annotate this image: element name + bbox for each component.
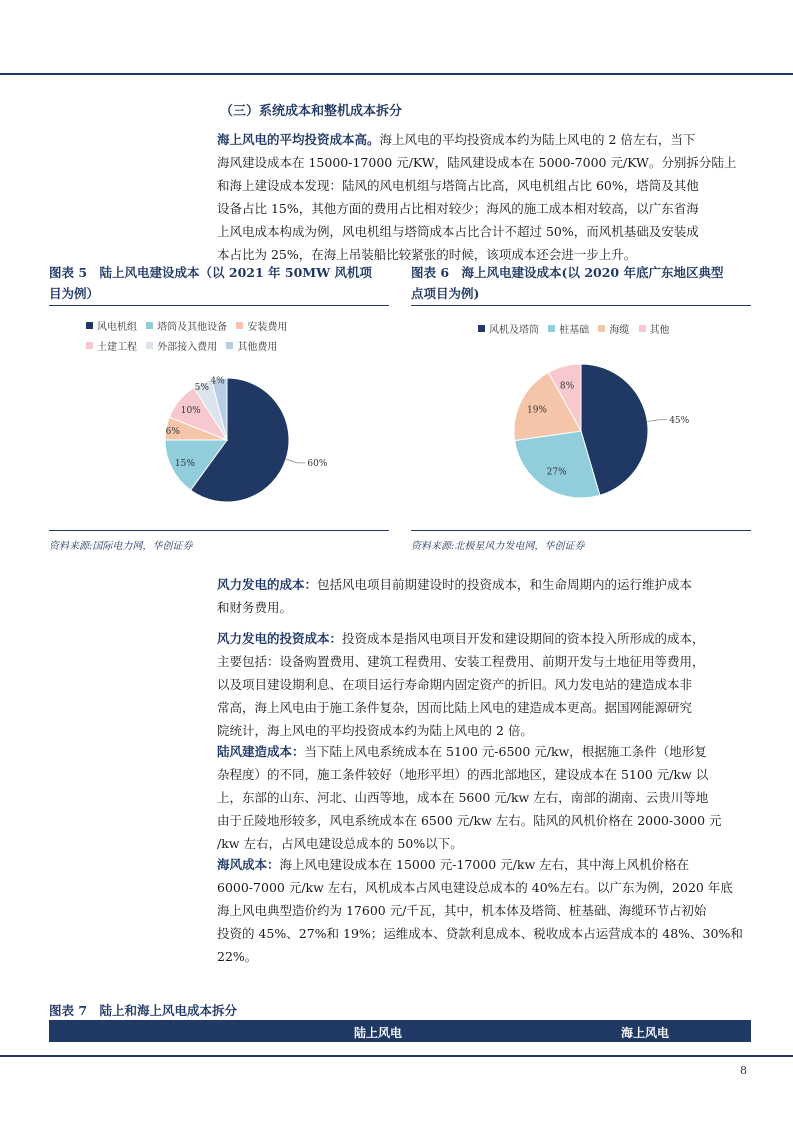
- paragraph-line: 由于丘陵地形较多，风电系统成本在 6500 元/kw 左右。陆风的风机价格在 2000-3000 元: [217, 813, 722, 828]
- legend-item: [598, 321, 629, 336]
- pie-leader-line-0: [286, 459, 305, 463]
- fig5-bottom-rule: [49, 530, 389, 531]
- legend-item: [639, 321, 670, 336]
- legend-swatch: [146, 342, 153, 349]
- intro-lead: 海上风电的平均投资成本高。: [217, 132, 380, 147]
- fig7-table-header: [49, 1020, 751, 1042]
- legend-label: 其他: [649, 325, 670, 336]
- intro-line: 本占比为 25%，在海上吊装船比较紧张的时候，该项成本还会进一步上升。: [217, 247, 637, 262]
- paragraph-line: 投资成本是指风电项目开发和建设期间的资本投入所形成的成本，: [342, 631, 705, 646]
- table-header-offshore: 海上风电: [621, 1026, 670, 1040]
- legend-item: [146, 338, 217, 353]
- fig5-legend: [86, 318, 386, 358]
- legend-label: 安装费用: [247, 322, 288, 333]
- paragraph-line: 当下陆上风电系统成本在 5100 元-6500 元/kw，根据施工条件（地形复: [304, 744, 707, 759]
- legend-swatch: [478, 325, 485, 332]
- pie-label-4: 5%: [194, 382, 209, 393]
- legend-swatch: [236, 322, 243, 329]
- legend-item: [236, 318, 287, 333]
- fig6-bottom-rule: [411, 530, 751, 531]
- fig6-title-line2: 点项目为例): [411, 286, 480, 301]
- paragraph-line: 常高，海上风电由于施工条件复杂，因而比陆上风电的建造成本更高。据国网能源研究: [217, 700, 693, 715]
- paragraph-line: 海上风电建设成本在 15000 元-17000 元/kw 左右，其中海上风机价格在: [279, 857, 690, 872]
- pie-label-0: 60%: [307, 458, 328, 469]
- intro-line: 设备占比 15%，其他方面的费用占比相对较少；海风的施工成本相对较高，以广东省海: [217, 201, 699, 216]
- paragraph-line: 6000-7000 元/kw 左右，风机成本占风电建设总成本的 40%左右。以广东为例，2020 年底: [217, 880, 733, 895]
- paragraph-lead: 风力发电的投资成本：: [217, 631, 343, 646]
- intro-line: 海上风电的平均投资成本约为陆上风电的 2 倍左右，当下: [379, 132, 696, 147]
- paragraph-lead: 风力发电的成本：: [217, 577, 318, 592]
- fig5-pie-chart: [49, 360, 389, 520]
- fig6-top-rule: [411, 305, 751, 306]
- fig6-source: 资料来源:北极星风力发电网，华创证券: [411, 541, 585, 552]
- footer-rule: [0, 1055, 793, 1057]
- fig5-top-rule: [49, 305, 389, 306]
- fig7-title: 图表 7 陆上和海上风电成本拆分: [49, 1003, 238, 1018]
- fig6-legend: [478, 321, 748, 341]
- legend-swatch: [226, 342, 233, 349]
- legend-label: 其他费用: [237, 342, 278, 353]
- legend-label: 海缆: [609, 325, 630, 336]
- paragraph-line: 和财务费用。: [217, 600, 293, 615]
- legend-label: 土建工程: [97, 342, 137, 353]
- fig6-title: [411, 262, 751, 304]
- table-header-onshore: 陆上风电: [354, 1026, 403, 1040]
- legend-label: 风电机组: [97, 322, 137, 333]
- legend-item: [146, 318, 227, 333]
- page-number: 8: [740, 1064, 747, 1077]
- fig5-title-line2: 目为例）: [49, 286, 100, 301]
- paragraph-line: 以及项目建设期利息、在项目运行寿命期内固定资产的折旧。风力发电站的建造成本非: [217, 677, 693, 692]
- legend-swatch: [146, 322, 153, 329]
- intro-line: 和海上建设成本发现：陆风的风电机组与塔筒占比高，风电机组占比 60%，塔筒及其他: [217, 178, 699, 193]
- section-title: （三）系统成本和整机成本拆分: [220, 104, 403, 119]
- pie-label-2: 19%: [526, 405, 547, 416]
- paragraph-line: 海上风电典型造价约为 17600 元/千瓦，其中，机本体及塔筒、桩基础、海缆环节占初始: [217, 903, 707, 918]
- legend-item: [548, 321, 589, 336]
- paragraph-lead: 海风成本：: [217, 857, 280, 872]
- legend-item: [86, 318, 137, 333]
- legend-swatch: [86, 322, 93, 329]
- paragraph-line: /kw 左右，占风电建设总成本的 50%以下。: [217, 836, 463, 851]
- fig5-title: [49, 262, 389, 304]
- pie-label-3: 10%: [180, 406, 201, 417]
- legend-label: 风机及塔筒: [489, 325, 539, 336]
- legend-swatch: [86, 342, 93, 349]
- pie-leader-line-0: [647, 420, 667, 422]
- pie-label-1: 27%: [546, 467, 567, 478]
- pie-label-1: 15%: [174, 458, 195, 469]
- legend-item: [86, 338, 137, 353]
- pie-label-3: 8%: [559, 381, 575, 392]
- intro-paragraph: [217, 128, 751, 266]
- legend-label: 塔筒及其他设备: [157, 322, 228, 333]
- intro-line: 上风电成本构成为例，风电机组与塔筒成本占比合计不超过 50%，而风机基础及安装成: [217, 224, 699, 239]
- legend-label: 外部接入费用: [157, 342, 218, 353]
- fig5-title-line1: 图表 5 陆上风电建设成本（以 2021 年 50MW 风机项: [49, 265, 373, 280]
- paragraph-line: 院统计，海上风电的平均投资成本约为陆上风电的 2 倍。: [217, 723, 533, 738]
- pie-label-2: 6%: [165, 427, 180, 438]
- paragraph-line: 包括风电项目前期建设时的投资成本，和生命周期内的运行维护成本: [317, 577, 693, 592]
- paragraph-wind-cost: [217, 573, 751, 619]
- fig5-source: 资料来源:国际电力网，华创证券: [49, 541, 193, 552]
- legend-item: [478, 321, 539, 336]
- paragraph-line: 22%。: [217, 949, 258, 964]
- legend-swatch: [548, 325, 555, 332]
- header-rule: [0, 73, 793, 75]
- pie-label-0: 45%: [669, 415, 690, 426]
- intro-line: 海风建设成本在 15000-17000 元/KW，陆风建设成本在 5000-7000 元/KW。分别拆分陆上: [217, 155, 737, 170]
- legend-item: [226, 338, 277, 353]
- fig6-title-line1: 图表 6 海上风电建设成本(以 2020 年底广东地区典型: [411, 265, 724, 280]
- paragraph-lead: 陆风建造成本：: [217, 744, 305, 759]
- paragraph-line: 上，东部的山东、河北、山西等地，成本在 5600 元/kw 左右，南部的湖南、云贵川等地: [217, 790, 709, 805]
- paragraph-offshore-cost: [217, 853, 751, 968]
- legend-swatch: [598, 325, 605, 332]
- legend-label: 桩基础: [559, 325, 590, 336]
- paragraph-line: 投资的 45%、27%和 19%；运维成本、贷款利息成本、税收成本占运营成本的 48%、30%和: [217, 926, 743, 941]
- paragraph-investment-cost: [217, 627, 751, 742]
- paragraph-onshore-cost: [217, 740, 751, 855]
- fig6-pie-chart: [411, 345, 751, 520]
- pie-label-5: 4%: [210, 376, 225, 387]
- paragraph-line: 杂程度）的不同，施工条件较好（地形平坦）的西北部地区，建设成本在 5100 元/kw 以: [217, 767, 709, 782]
- legend-swatch: [639, 325, 646, 332]
- paragraph-line: 主要包括：设备购置费用、建筑工程费用、安装工程费用、前期开发与土地征用等费用，: [217, 654, 705, 669]
